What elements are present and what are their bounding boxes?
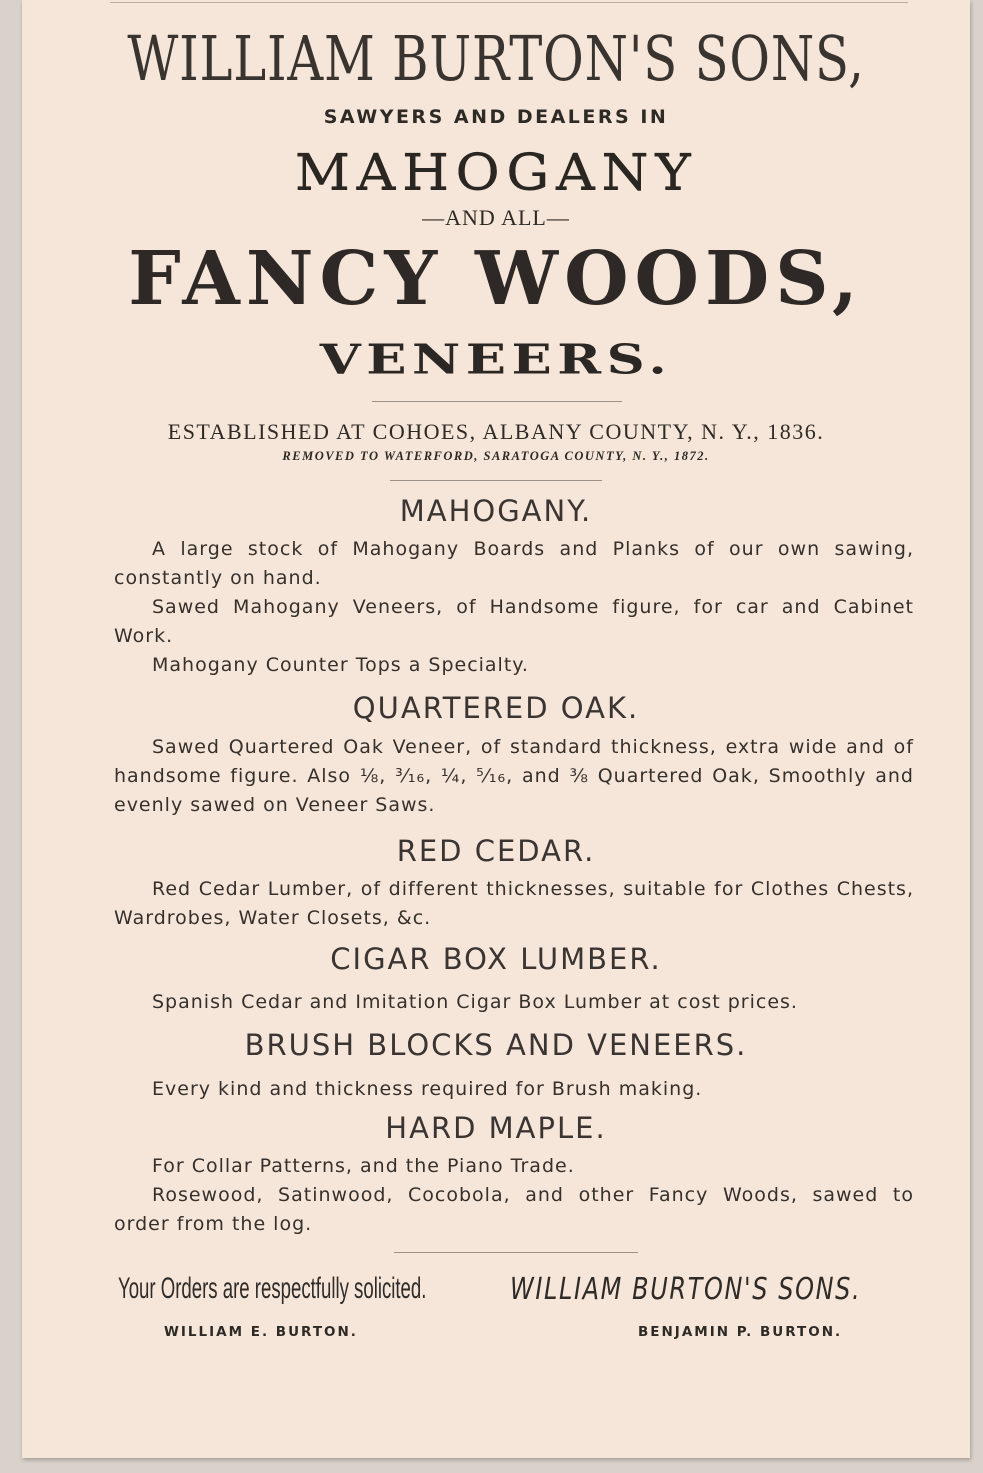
section-body-hard-maple [114,1152,914,1239]
section-heading-cigar-box: CIGAR BOX LUMBER. [330,942,662,976]
section-body-red-cedar [114,875,914,933]
established-line: ESTABLISHED AT COHOES, ALBANY COUNTY, N. Y., 1836. [167,419,825,444]
paragraph: Every kind and thickness required for Brush making. [152,1078,703,1100]
section-heading-quartered-oak: QUARTERED OAK. [352,691,640,725]
subtitle: SAWYERS AND DEALERS IN [323,106,669,128]
paragraph: Sawed Quartered Oak Veneer, of standard thickness, extra wide and of handsome figure. Also ⅛, ³⁄₁₆, ¼, ⁵⁄₁₆, and ⅜ Quartered Oak, Smoothly and evenly sawed on Veneer Saws. [114,736,914,816]
section-body-cigar-box [114,988,914,1017]
divider [390,480,602,481]
paragraph: Sawed Mahogany Veneers, of Handsome figure, for car and Cabinet Work. [114,596,914,647]
advertisement-card [22,0,970,1458]
mahogany-headline: MAHOGANY [294,143,698,201]
section-body-quartered-oak [114,733,914,820]
paragraph: For Collar Patterns, and the Piano Trade. [152,1155,575,1177]
section-heading-hard-maple: HARD MAPLE. [385,1111,607,1145]
section-body-mahogany [114,535,914,680]
paragraph: Rosewood, Satinwood, Cocobola, and other Fancy Woods, sawed to order from the log. [114,1184,914,1235]
and-all-line: —AND ALL— [422,205,570,230]
partner-left: WILLIAM E. BURTON. [164,1324,358,1340]
fancy-woods-headline: FANCY WOODS, [128,236,864,322]
paragraph: Spanish Cedar and Imitation Cigar Box Lumber at cost prices. [152,991,798,1013]
divider [372,401,622,402]
top-rule [110,2,908,3]
signature-company: WILLIAM BURTON'S SONS. [510,1272,862,1307]
removed-line: REMOVED TO WATERFORD, SARATOGA COUNTY, N. Y., 1872. [282,449,710,463]
partner-right: BENJAMIN P. BURTON. [638,1324,843,1340]
paragraph: Mahogany Counter Tops a Specialty. [152,654,529,676]
paragraph: Red Cedar Lumber, of different thicknesses, suitable for Clothes Chests, Wardrobes, Water Closets, &c. [114,878,914,929]
section-heading-red-cedar: RED CEDAR. [396,834,596,868]
veneers-headline: VENEERS. [319,336,673,384]
section-body-brush-blocks [114,1075,914,1104]
section-heading-mahogany: MAHOGANY. [399,494,593,528]
company-name: WILLIAM BURTON'S SONS, [127,22,865,95]
paragraph: A large stock of Mahogany Boards and Planks of our own sawing, constantly on hand. [114,538,914,589]
section-heading-brush-blocks: BRUSH BLOCKS AND VENEERS. [244,1028,748,1062]
orders-solicited: Your Orders are respectfully solicited. [118,1272,427,1305]
divider [394,1252,638,1253]
